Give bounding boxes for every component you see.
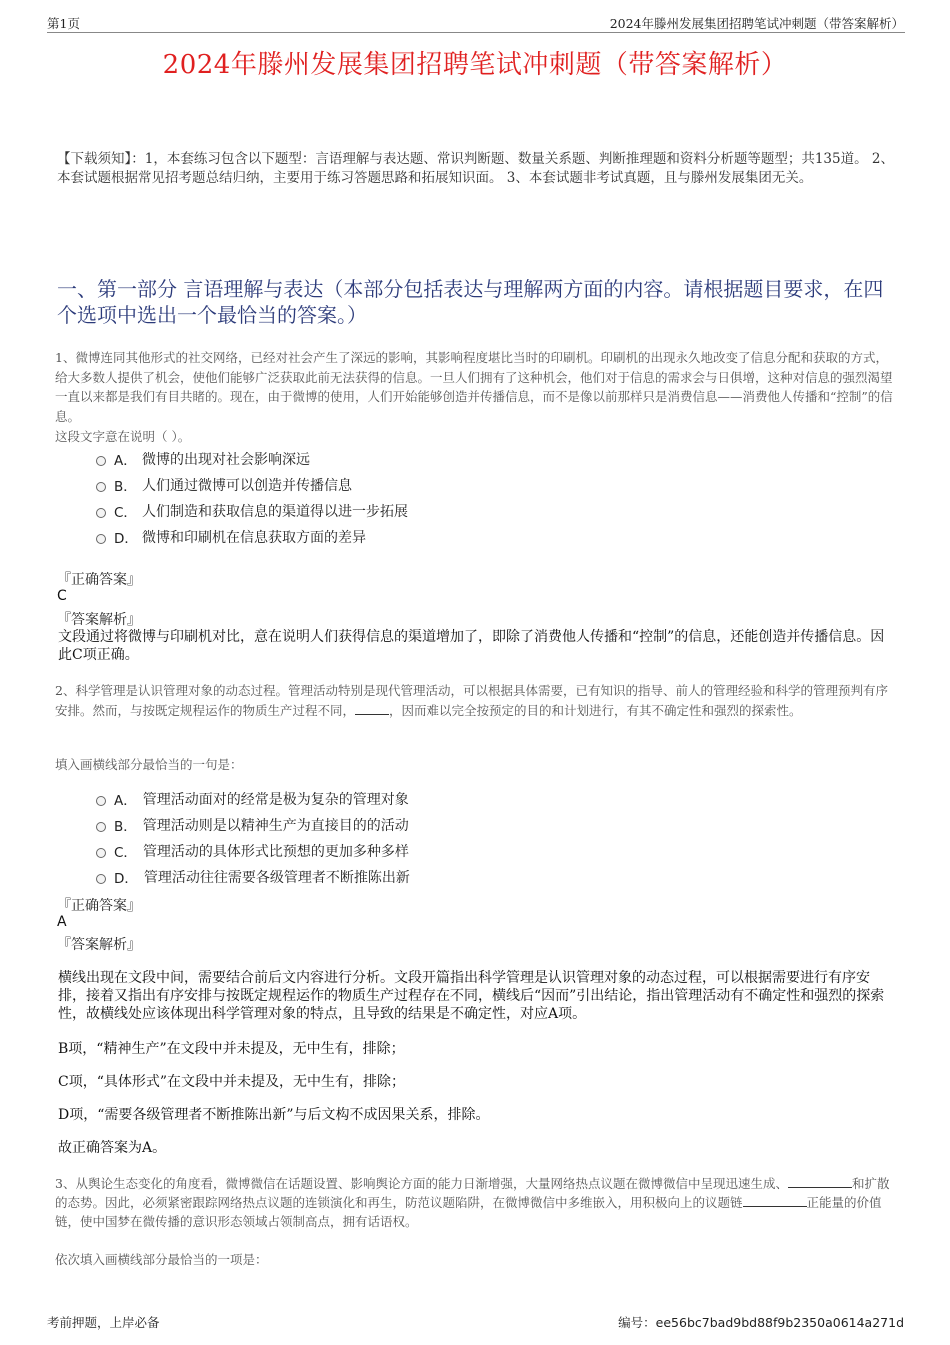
option-text: 管理活动则是以精神生产为直接目的的活动	[142, 818, 409, 834]
option-text: 管理活动面对的经常是极为复杂的管理对象	[142, 792, 409, 808]
footer-doc-id: 编号：ee56bc7bad9bd88f9b2350a0614a271d	[618, 1315, 904, 1330]
question-2-option-c[interactable]: C． 管理活动的具体形式比预想的更加多种多样	[96, 841, 409, 861]
download-notice: 【下载须知】：1，本套练习包含以下题型：言语理解与表达题、常识判断题、数量关系题、判断推理题和资料分析题等题型；共135道。 2、本套试题根据常见招考题总结归纳，主要用于练习答题思路和拓展知识面。 3、本套试题非考试真题，且与滕州发展集团无关。	[57, 151, 894, 186]
radio-button-icon[interactable]	[96, 508, 106, 518]
fill-blank	[743, 1194, 807, 1207]
option-text: 管理活动往往需要各级管理者不断推陈出新	[143, 870, 410, 886]
option-text: 管理活动的具体形式比预想的更加多种多样	[142, 844, 409, 860]
question-2-answer: A	[57, 914, 67, 930]
question-1-analysis: 文段通过将微博与印刷机对比，意在说明人们获得信息的渠道增加了，即除了消费他人传播和“控制”的信息，还能创造并传播信息。因此C项正确。	[58, 629, 885, 663]
option-text: 人们通过微博可以创造并传播信息	[142, 478, 352, 494]
radio-button-icon[interactable]	[96, 456, 106, 466]
page-title: 2024年滕州发展集团招聘笔试冲刺题（带答案解析）	[162, 50, 788, 80]
question-2-analysis-para: 故正确答案为A。	[58, 1140, 167, 1156]
option-text: 微博和印刷机在信息获取方面的差异	[142, 530, 366, 546]
radio-button-icon[interactable]	[96, 822, 106, 832]
question-1-answer-label: 『正确答案』	[57, 572, 141, 588]
question-2-analysis-label: 『答案解析』	[57, 937, 141, 953]
question-1-answer: C	[57, 588, 67, 604]
question-2-option-a[interactable]: A． 管理活动面对的经常是极为复杂的管理对象	[96, 789, 409, 809]
question-2-stem: 2、科学管理是认识管理对象的动态过程。管理活动特别是现代管理活动，可以根据具体需要，已有知识的指导、前人的管理经验和科学的管理预判有序安排。然而，与按既定规程运作的物质生产过程不同， ，因而难以完全按预定的目的和计划进行，有其不确定性和强烈的探索性。	[55, 683, 888, 718]
section-heading: 一、第一部分 言语理解与表达（本部分包括表达与理解两方面的内容。请根据题目要求，在四个选项中选出一个最恰当的答案。）	[57, 277, 884, 327]
radio-button-icon[interactable]	[96, 534, 106, 544]
option-text: 人们制造和获取信息的渠道得以进一步拓展	[142, 504, 408, 520]
header-divider	[47, 32, 905, 33]
question-2-analysis-para: B项，“精神生产”在文段中并未提及，无中生有，排除；	[58, 1041, 405, 1057]
question-3-stem: 3、从舆论生态变化的角度看，微博微信在话题设置、影响舆论方面的能力日渐增强，大量网络热点议题在微博微信中呈现迅速生成、 和扩散的态势。因此，必须紧密跟踪网络热点议题的连锁演化和再生，防范议题陷阱，在微博微信中多维嵌入，用积极向上的议题链 正能量的价值链，使中国梦在微传播的意识形态领域占领制高点，拥有话语权。	[55, 1176, 890, 1229]
fill-blank	[788, 1175, 852, 1188]
question-1-analysis-label: 『答案解析』	[57, 612, 141, 628]
radio-button-icon[interactable]	[96, 796, 106, 806]
question-2-prompt: 填入画横线部分最恰当的一句是：	[55, 757, 243, 772]
question-3-prompt: 依次填入画横线部分最恰当的一项是：	[55, 1252, 268, 1267]
question-1-option-d[interactable]: D． 微博和印刷机在信息获取方面的差异	[96, 527, 366, 547]
question-2-analysis-para: C项，“具体形式”在文段中并未提及，无中生有，排除；	[58, 1074, 406, 1090]
question-1-stem: 1、微博连同其他形式的社交网络，已经对社会产生了深远的影响，其影响程度堪比当时的印刷机。印刷机的出现永久地改变了信息分配和获取的方式，给大多数人提供了机会，使他们能够广泛获取此前无法获得的信息。一旦人们拥有了这种机会，他们对于信息的需求会与日俱增，这种对信息的强烈渴望一直以来都是我们有目共睹的。现在，由于微博的使用，人们开始能够创造并传播信息，而不是像以前那样只是消费信息——消费他人传播和“控制”的信息。	[55, 350, 893, 424]
question-2-option-b[interactable]: B． 管理活动则是以精神生产为直接目的的活动	[96, 815, 409, 835]
header-doc-title: 2024年滕州发展集团招聘笔试冲刺题（带答案解析）	[609, 16, 904, 31]
option-text: 微博的出现对社会影响深远	[142, 452, 310, 468]
question-1-option-c[interactable]: C． 人们制造和获取信息的渠道得以进一步拓展	[96, 501, 408, 521]
radio-button-icon[interactable]	[96, 482, 106, 492]
question-2-option-d[interactable]: D． 管理活动往往需要各级管理者不断推陈出新	[96, 867, 410, 887]
question-2-analysis-para: 横线出现在文段中间，需要结合前后文内容进行分析。文段开篇指出科学管理是认识管理对象的动态过程，可以根据需要进行有序安排，接着又指出有序安排与按既定规程运作的物质生产过程存在不同，横线后“因而”引出结论，指出管理活动有不确定性和强烈的探索性，故横线处应该体现出科学管理对象的特点，且导致的结果是不确定性，对应A项。	[58, 970, 885, 1022]
footer-slogan: 考前押题，上岸必备	[47, 1315, 160, 1330]
question-2-answer-label: 『正确答案』	[57, 898, 141, 914]
question-1-option-b[interactable]: B． 人们通过微博可以创造并传播信息	[96, 475, 352, 495]
question-1-prompt: 这段文字意在说明（ ）。	[55, 429, 191, 444]
radio-button-icon[interactable]	[96, 874, 106, 884]
radio-button-icon[interactable]	[96, 848, 106, 858]
question-2-analysis-para: D项，“需要各级管理者不断推陈出新”与后文构不成因果关系，排除。	[58, 1107, 490, 1123]
page-number: 第1页	[47, 16, 80, 31]
fill-blank	[355, 702, 389, 715]
question-1-option-a[interactable]: A． 微博的出现对社会影响深远	[96, 449, 310, 469]
